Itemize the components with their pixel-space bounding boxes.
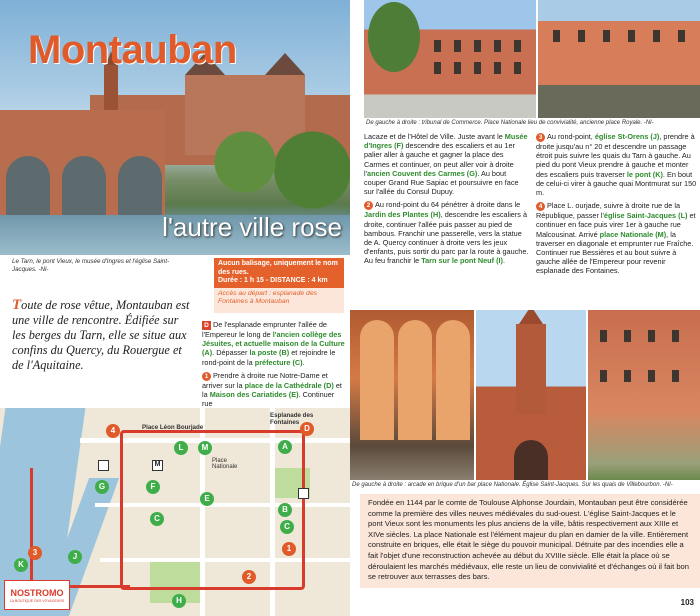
route-map: Place Léon Bourjade Esplanade des Fontaines Place Nationale 4 L M A D G F E B C C 1 J K 3 2 H M — [0, 408, 350, 616]
step-3: 3 Au rond-point, église St-Orens (J), prendre à droite jusqu'au n° 20 et descendre un passage étroit puis suivre les quais du Tarn à gauche. Au pied du pont Vieux prendre à gauche et monter des escaliers puis traverser le pont (K). En bout de celui-ci virer à gauche quai Montmurat sur 150 m. — [536, 132, 697, 198]
intro-text: oute de rose vêtue, Montauban est une ville de rencontre. Édifiée sur les berges du Tarn, elle se situe aux confins du Quercy, du Rouergue et de l'Aquitaine. — [12, 298, 190, 372]
place-nationale-photo — [538, 0, 700, 118]
map-pin-2[interactable]: 2 — [242, 570, 256, 584]
map-pin-i[interactable]: J — [68, 550, 82, 564]
step-4: 4 Place L. ourjade, suivre à droite rue de la République, passer l'église Saint-Jacques (L) et continuer en face puis virer 1er à gauche rue Malcousinat. Arrivé place Nationale (M), la traverser en diagonale et emprunter rue Fraîche. Continuer rue Bessières et au bout suivre à gauche allée de l'Empereur pour revenir esplanade des Fontaines. — [536, 201, 696, 276]
map-pin-h[interactable]: H — [172, 594, 186, 608]
map-pin-c[interactable]: C — [280, 520, 294, 534]
page-number: 103 — [680, 598, 694, 607]
map-pin-f[interactable]: F — [146, 480, 160, 494]
step-d: D De l'esplanade emprunter l'allée de l'Empereur le long de l'ancien collège des Jésuites, et actuelle maison de la Culture (A). Dépasser la poste (B) et rejoindre le rond-point de la préfecture (C). — [202, 320, 345, 367]
map-pin-g[interactable]: C — [150, 512, 164, 526]
itinerary-col2 — [536, 132, 698, 280]
step-2: 2 Au rond-point du 64 pénétrer à droite dans le Jardin des Plantes (H), descendre les escaliers à droite, continuer l'allée puis passer au pied de bambous. Franchir une passerelle, vers la statue de A. Quercy continuer à droite vers les jeux d'enfants, puis sortir du parc par la route à gauche. Au feu franchir le Tarn sur le pont Neuf (I). — [364, 200, 529, 266]
itinerary-col1 — [364, 132, 530, 270]
route-info-box — [214, 258, 344, 313]
map-pin-3[interactable]: 3 — [28, 546, 42, 560]
villebourbon-photo — [588, 310, 700, 480]
map-pin-m[interactable]: M — [198, 441, 212, 455]
pont-vieux-image — [0, 110, 165, 220]
info-head: Aucun balisage, uniquement le nom des rues. Durée : 1 h 15 - DISTANCE : 4 km — [214, 258, 344, 288]
step-1: 1 Prendre à droite rue Notre-Dame et arriver sur la place de la Cathédrale (D) et la Maison des Cariatides (E). Continuer rue — [202, 370, 342, 409]
photo-caption-bottom: De gauche à droite : arcade en brique d'un bar place Nationale. Église Saint-Jacques. Sur les quais de Villebourbon. -Nl- — [352, 482, 673, 488]
map-pin-j[interactable]: K — [14, 558, 28, 572]
intro-paragraph — [12, 298, 192, 373]
museum-icon — [98, 460, 109, 471]
map-pin-1[interactable]: 1 — [282, 542, 296, 556]
info-access: Accès au départ : esplanade des Fontaines à Montauban — [218, 289, 317, 305]
history-box: Fondée en 1144 par le comte de Toulouse Alphonse Jourdain, Montauban peut être considérée comme la première des villes neuves médiévales du sud-ouest. L'église Saint-Jacques et le pont Vieux sont les monuments les plus anciens de la ville, bâtis respectivement aux XIIIe et XIVe siècles. La place Nationale est l'élément majeur du plan en damier de la ville. Entièrement construite en briques, elle était le siège du pouvoir municipal. Détruite par des incendies elle a fait l'objet d'une reconstruction achevée au début du XVIIIe siècle. Elle était la place où se déroulaient les marchés médiévaux, elle reste un lieu de convivialité et d'échanges où il fait bon se retrouver aux terrasses des bars. — [360, 494, 700, 588]
market-icon: M — [152, 460, 163, 471]
map-pin-k[interactable]: G — [95, 480, 109, 494]
nostromo-logo: NOSTROMO LA BOUTIQUE DES VOYAGEURS — [4, 580, 70, 610]
page-subtitle: l'autre ville rose — [162, 212, 342, 242]
itinerary-left — [202, 320, 346, 412]
photo-caption: Le Tarn, le pont Vieux, le musée d'Ingres et l'église Saint-Jacques. -Nl- — [12, 258, 170, 273]
map-pin-e[interactable]: E — [200, 492, 214, 506]
map-pin-b[interactable]: B — [278, 503, 292, 517]
eglise-saint-jacques-photo — [476, 310, 586, 480]
map-pin-l[interactable]: L — [174, 441, 188, 455]
step-1-cont: Lacaze et de l'Hôtel de Ville. Juste avant le Musée d'Ingres (F) descendre des escaliers et au 1er palier aller à gauche et gagner la place des Carmes et continuer, on peut aller voir à droite l'ancien Couvent des Carmes (G). Au bout couper Grand Rue Sapiac et poursuivre en face sur l'allée du Consul Dupuy. — [364, 132, 528, 197]
map-pin-d-start[interactable]: D — [300, 422, 314, 436]
photo-caption-top: De gauche à droite : tribunal de Commerce. Place Nationale lieu de convivialité, ancienne place Royale. -Nl- — [366, 120, 654, 126]
drop-cap: T — [12, 297, 22, 313]
map-pin-a[interactable]: A — [278, 440, 292, 454]
hero-photo — [0, 0, 350, 255]
arcade-photo — [350, 310, 474, 480]
map-pin-4[interactable]: 4 — [106, 424, 120, 438]
page-title: Montauban — [28, 28, 237, 72]
info-icon — [298, 488, 309, 499]
